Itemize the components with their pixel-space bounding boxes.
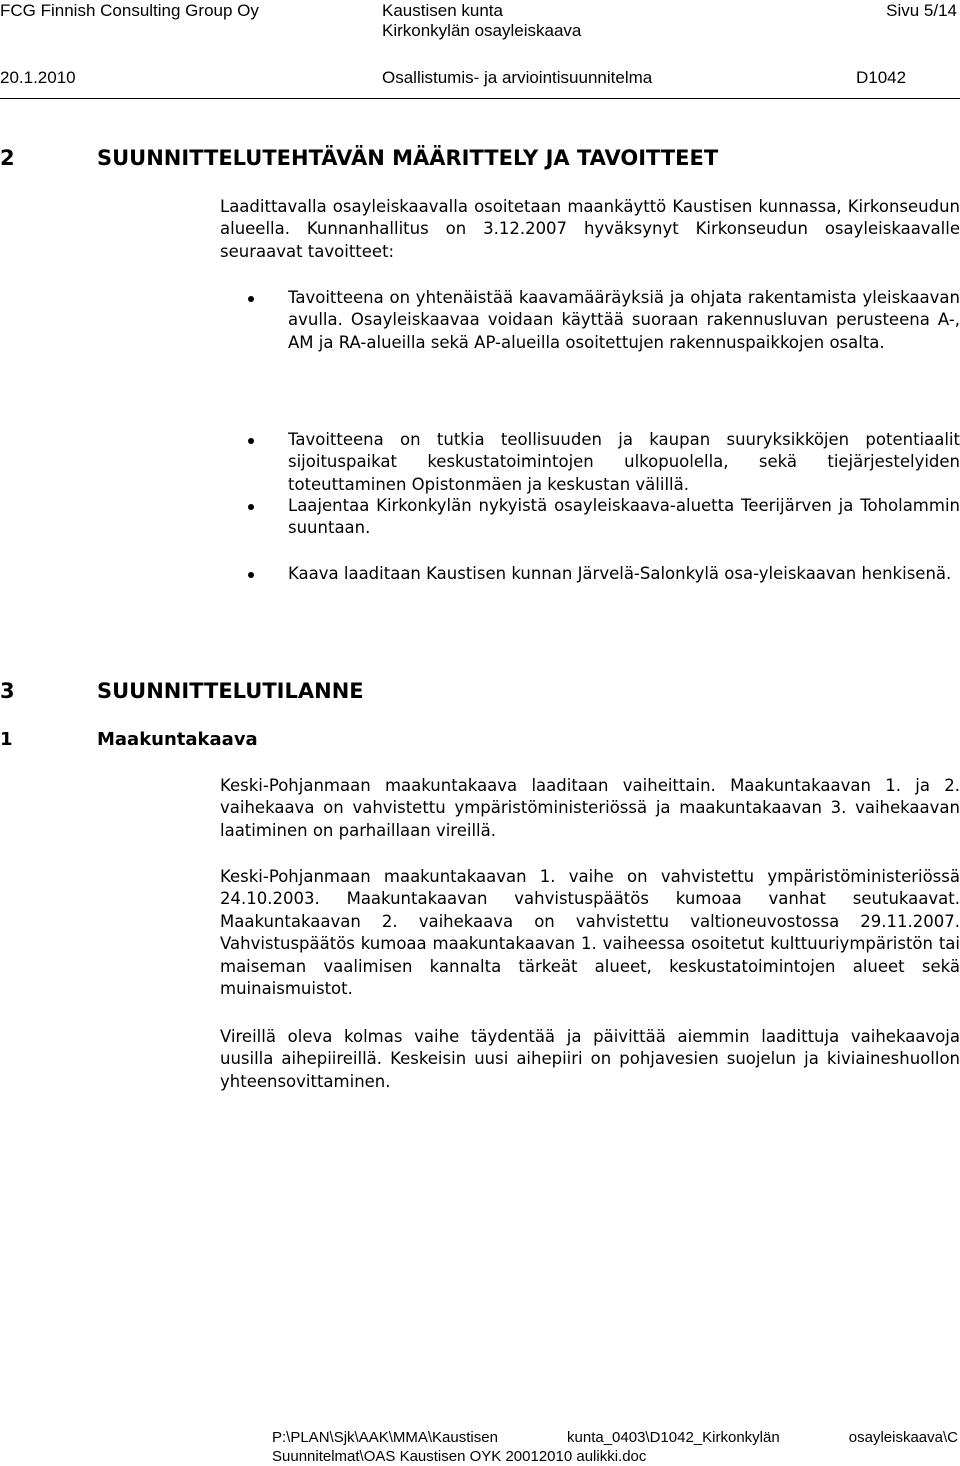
file-path-line-2: Suunnitelmat\OAS Kaustisen OYK 20012010 aulikki.doc [272,1448,647,1465]
goal-item-3 [220,495,960,540]
subsection-1-title: Maakuntakaava [97,729,258,750]
goal-item-4 [220,563,960,585]
bullet-icon [248,572,254,578]
maakuntakaava-paragraph-2: Keski-Pohjanmaan maakuntakaavan 1. vaihe on vahvistettu ympäristöministeriössä 24.10.2003. Maakuntakaavan vahvistuspäätös kumoaa vanhat seutukaavat. Maakuntakaavan 2. vaihekaava on vahvistettu valtioneuvostossa 29.11.2007. Vahvistuspäätös kumoaa maakuntakaavan 1. vaiheessa osoitetut kulttuuriympäristön tai maiseman vaalimisen kannalta tärkeät alueet, keskustatoimintojen alueet sekä muinaismuistot. [220,867,960,999]
goal-text-1: Tavoitteena on yhtenäistää kaavamääräyksiä ja ohjata rakentamista yleiskaavan avulla. Osayleiskaavaa voidaan käyttää suoraan rakennusluvan perusteena A-, AM ja RA-alueilla sekä AP-alueilla osoitettujen rakennuspaikkojen osalta. [288,288,960,352]
document-date: 20.1.2010 [0,68,76,87]
goal-text-2: Tavoitteena on tutkia teollisuuden ja kaupan suuryksikköjen potentiaalit sijoituspaikat keskustatoimintojen ulkopuolella, sekä tiejärjestelyiden toteuttaminen Opistonmäen ja keskustan välillä. [288,430,960,494]
bullet-icon [248,296,254,302]
section-3-title: SUUNNITTELUTILANNE [97,679,364,703]
document-title: Osallistumis- ja arviointisuunnitelma [382,68,653,87]
section-2-title: SUUNNITTELUTEHTÄVÄN MÄÄRITTELY JA TAVOITTEET [97,146,719,170]
file-path-line-1: P:\PLAN\Sjk\AAK\MMA\Kaustisen kunta_0403\D1042_Kirkonkylän osayleiskaava\C [272,1429,958,1446]
page-number: Sivu 5/14 [886,1,957,20]
section-2-intro: Laadittavalla osayleiskaavalla osoitetaan maankäyttö Kaustisen kunnassa, Kirkonseudun alueella. Kunnanhallitus on 3.12.2007 hyväksynyt Kirkonseudun osayleiskaavalle seuraavat tavoitteet: [220,197,960,261]
goal-item-2 [220,429,960,496]
goal-item-1 [220,287,960,354]
header-divider [0,98,960,99]
goal-text-3: Laajentaa Kirkonkylän nykyistä osayleiskaava-aluetta Teerijärven ja Toholammin suuntaan. [288,496,960,538]
municipality-name: Kaustisen kunta [382,1,503,20]
section-2-number: 2 [0,146,15,170]
section-3-number: 3 [0,679,15,703]
document-code: D1042 [856,68,907,87]
company-name: FCG Finnish Consulting Group Oy [0,1,259,20]
maakuntakaava-paragraph-3: Vireillä oleva kolmas vaihe täydentää ja päivittää aiemmin laadittuja vaihekaavoja uusilla aihepiireillä. Keskeisin uusi aihepiiri on pohjavesien suojelun ja kiviaineshuollon yhteensovittaminen. [220,1027,960,1091]
plan-name: Kirkonkylän osayleiskaava [382,21,582,40]
subsection-1-number: 1 [0,729,13,750]
maakuntakaava-paragraph-1: Keski-Pohjanmaan maakuntakaava laaditaan vaiheittain. Maakuntakaavan 1. ja 2. vaihekaava on vahvistettu ympäristöministeriössä ja maakuntakaavan 3. vaihekaavan laatiminen on parhaillaan vireillä. [220,776,960,840]
bullet-icon [248,504,254,510]
goal-text-4: Kaava laaditaan Kaustisen kunnan Järvelä-Salonkylä osa-yleiskaavan henkisenä. [288,564,952,583]
bullet-icon [248,438,254,444]
file-path-footer [272,1428,958,1466]
